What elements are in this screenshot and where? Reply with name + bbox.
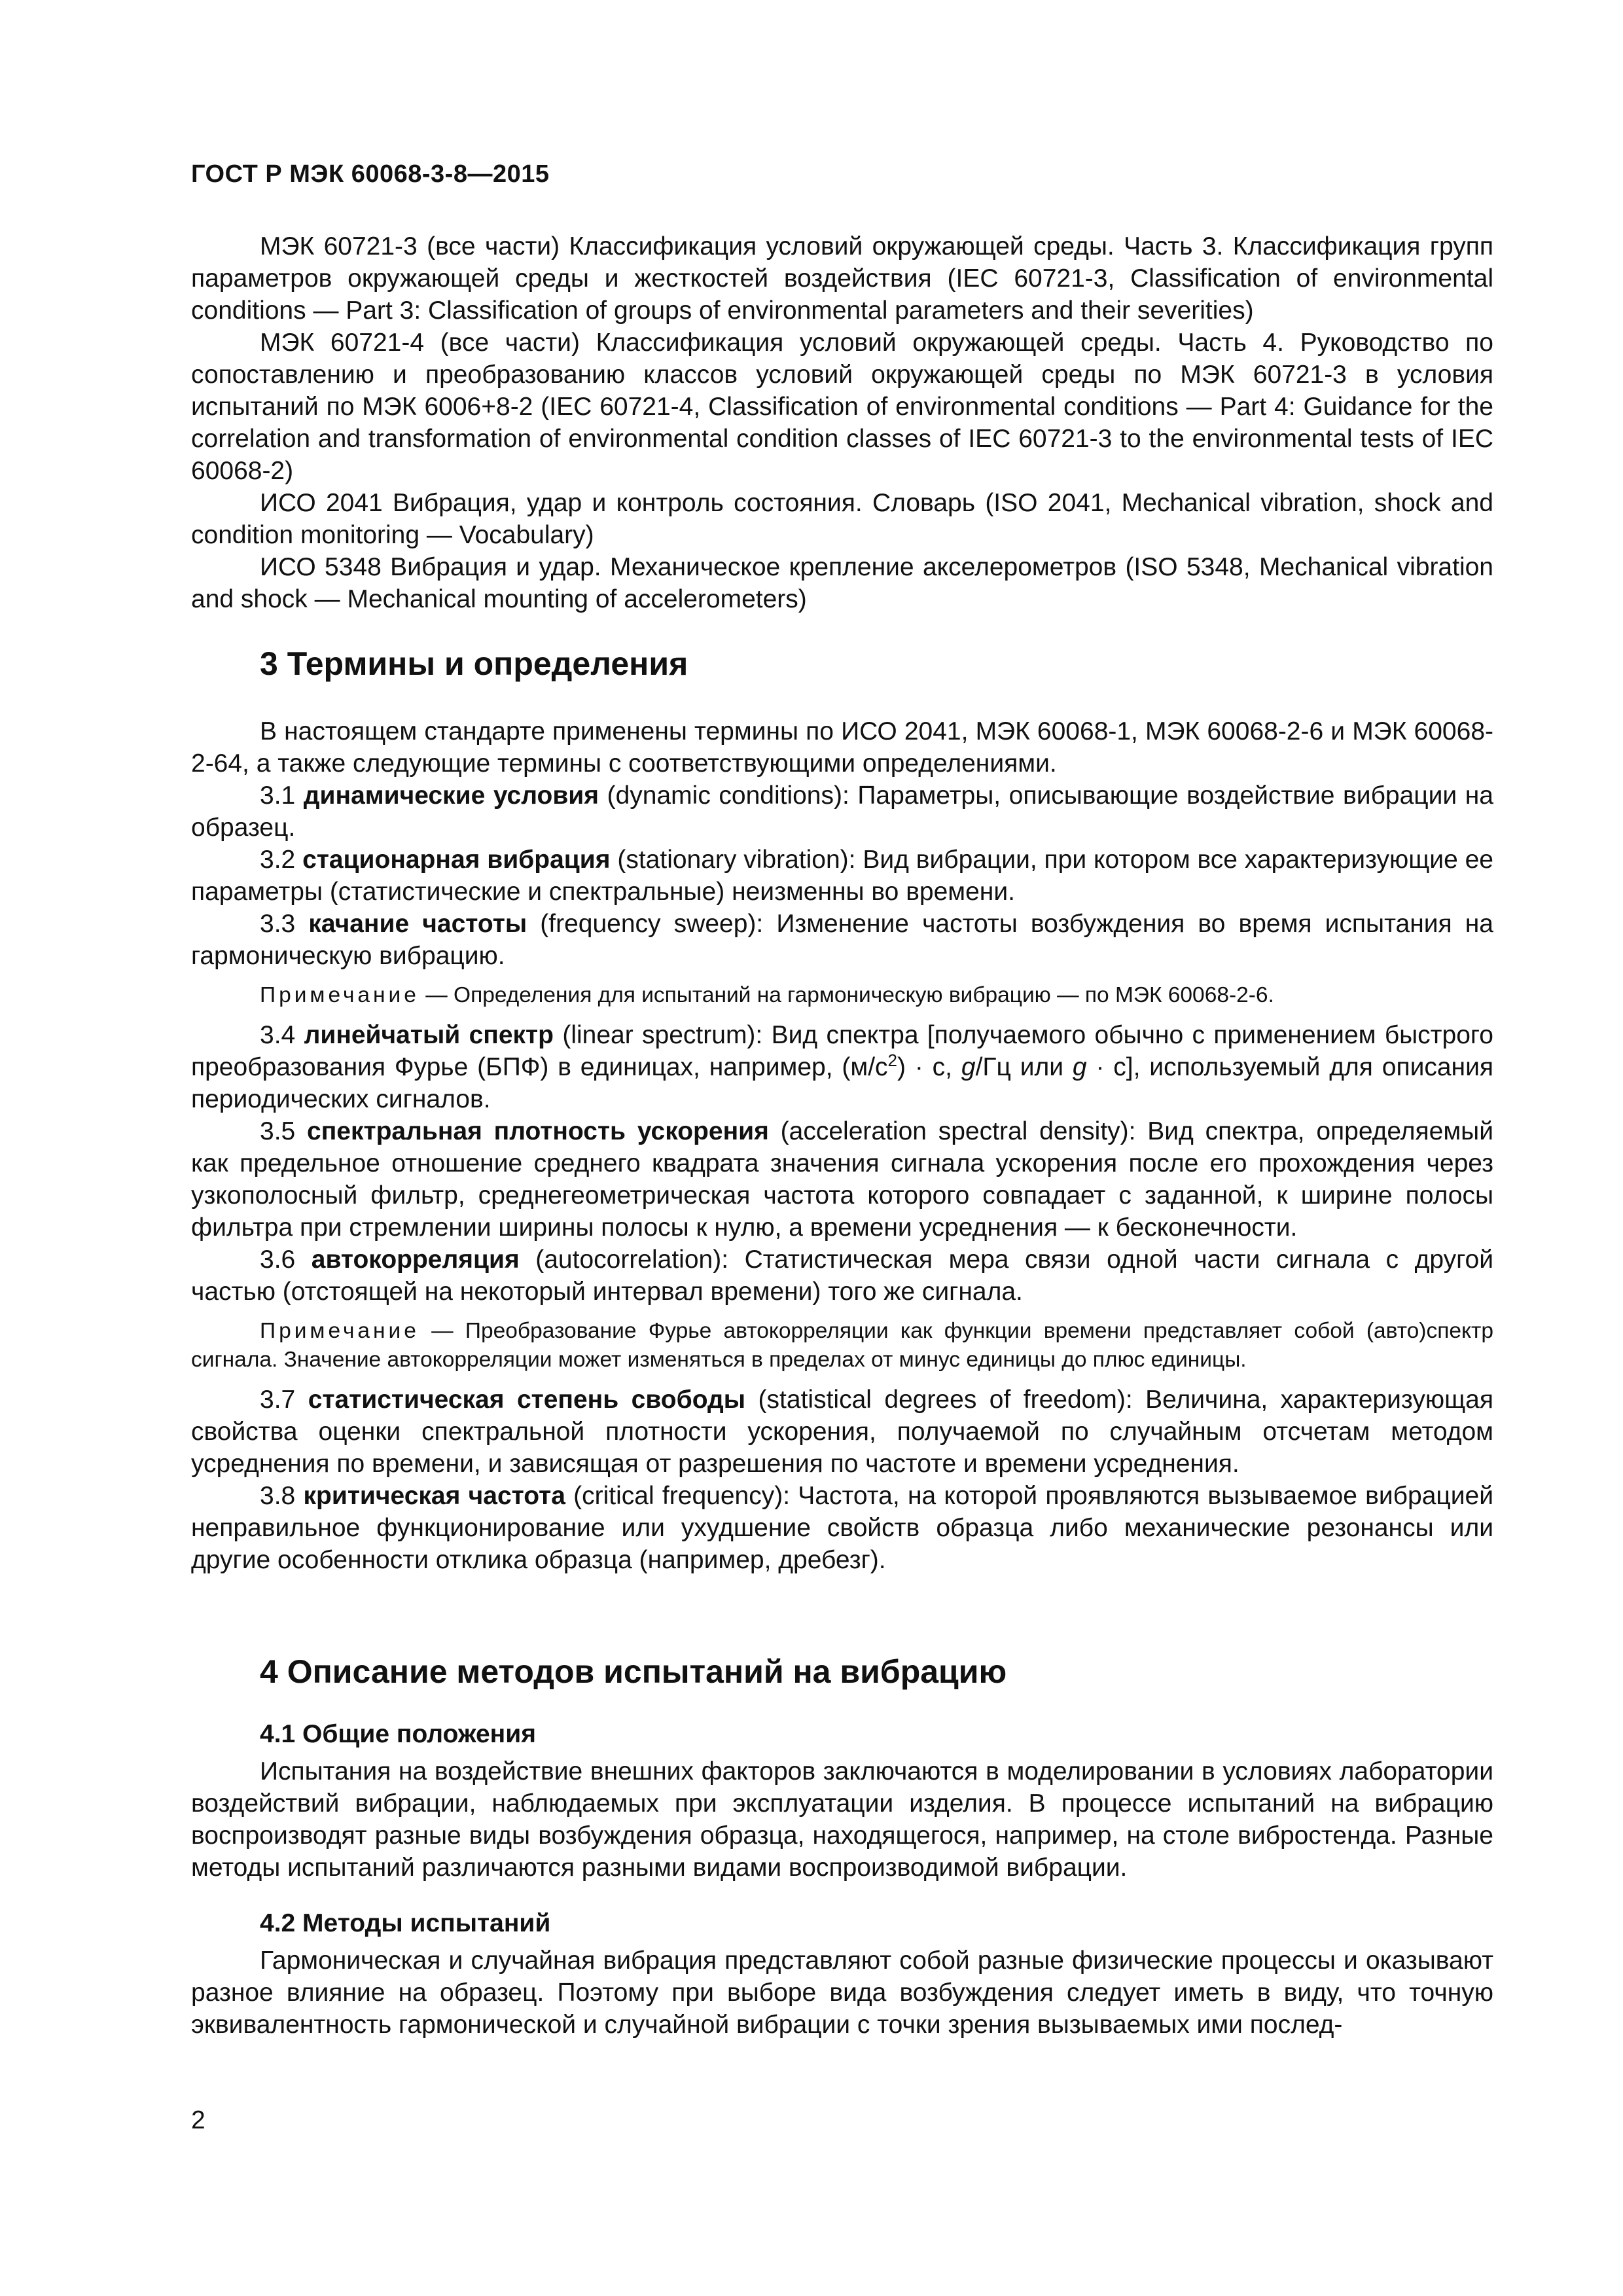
- subsection-4-1-heading: 4.1 Общие положения: [260, 1720, 536, 1748]
- term-3-1: 3.1 динамические условия (dynamic conditions): Параметры, описывающие воздействие вибрации на образец.: [191, 781, 1493, 842]
- term-3-3: 3.3 качание частоты (frequency sweep): Изменение частоты возбуждения во время испытания на гармоническую вибрацию.: [191, 910, 1493, 970]
- reference-item: МЭК 60721-4 (все части) Классификация условий окружающей среды. Часть 4. Руководство по сопоставлению и преобразованию классов условий окружающей среды по МЭК 60721-3 в условия испытаний по МЭК 6006+8-2 (IEC 60721-4, Classification of environmental conditions — Part 4: Guidance for the correlation and transformation of environmental condition classes of IEC 60721-3 to the environmental tests of IEC 60068-2): [191, 329, 1493, 485]
- reference-item: МЭК 60721-3 (все части) Классификация условий окружающей среды. Часть 3. Классификация групп параметров окружающей среды и жесткостей воздействия (IEC 60721-3, Classification of environmental conditions — Part 3: Classification of groups of environmental parameters and their severities): [191, 232, 1493, 325]
- standard-header: ГОСТ Р МЭК 60068-3-8—2015: [191, 160, 550, 188]
- section-4-heading: 4 Описание методов испытаний на вибрацию: [260, 1653, 1007, 1690]
- section-3-intro: В настоящем стандарте применены термины по ИСО 2041, МЭК 60068-1, МЭК 60068-2-6 и МЭК 60068-2-64, а также следующие термины с соответствующими определениями.: [191, 717, 1493, 778]
- note-2: Примечание — Преобразование Фурье автокорреляции как функции времени представляет собой (авто)спектр сигнала. Значение автокорреляции может изменяться в пределах от минус единицы до плюс единицы.: [191, 1319, 1493, 1372]
- term-3-6: 3.6 автокорреляция (autocorrelation): Статистическая мера связи одной части сигнала с другой частью (отстоящей на некоторый интервал времени) того же сигнала.: [191, 1246, 1493, 1306]
- section-4-2: [191, 1909, 1493, 2041]
- references-block: [191, 230, 1493, 615]
- section-4-1: [191, 1720, 1493, 1884]
- term-3-2: 3.2 стационарная вибрация (stationary vibration): Вид вибрации, при котором все характеризующие ее параметры (статистические и спектральные) неизменны во времени.: [191, 846, 1493, 906]
- note-1: Примечание — Определения для испытаний на гармоническую вибрацию — по МЭК 60068-2-6.: [260, 983, 1274, 1007]
- subsection-4-2-heading: 4.2 Методы испытаний: [260, 1909, 551, 1937]
- page-number: 2: [191, 2106, 205, 2134]
- term-3-8: 3.8 критическая частота (critical frequency): Частота, на которой проявляются вызываемое вибрацией неправильное функционирование или ухудшение свойств образца либо механические резонансы или другие особенности отклика образца (например, дребезг).: [191, 1482, 1493, 1574]
- subsection-4-2-text: Гармоническая и случайная вибрация представляют собой разные физические процессы и оказывают разное влияние на образец. Поэтому при выборе вида возбуждения следует иметь в виду, что точную эквивалентность гармонической и случайной вибрации с точки зрения вызываемых ими послед-: [191, 1946, 1493, 2039]
- term-3-4: 3.4 линейчатый спектр (linear spectrum): Вид спектра [получаемого обычно с применением быстрого преобразования Фурье (БПФ) в единицах, например, $(м/с^2) \cdot с$, g/Гц или g · с], используемый для описания периодических сигналов.: [191, 1021, 1493, 1113]
- section-3-heading: 3 Термины и определения: [260, 645, 688, 682]
- term-3-7: 3.7 статистическая степень свободы (statistical degrees of freedom): Величина, характеризующая свойства оценки спектральной плотности ускорения, получаемой по случайным отсчетам методом усреднения по времени, и зависящая от разрешения по частоте и времени усреднения.: [191, 1386, 1493, 1478]
- reference-item: ИСО 2041 Вибрация, удар и контроль состояния. Словарь (ISO 2041, Mechanical vibration, shock and condition monitoring — Vocabulary): [191, 489, 1493, 549]
- section-3-heading-wrap: [191, 645, 1493, 683]
- section-3-body: [191, 715, 1493, 1576]
- term-3-5: 3.5 спектральная плотность ускорения (acceleration spectral density): Вид спектра, определяемый как предельное отношение среднего квадрата значения сигнала ускорения после его прохождения через узкополосный фильтр, среднегеометрическая частота которого совпадает с заданной, к ширине полосы фильтра при стремлении ширины полосы к нулю, а времени усреднения — к бесконечности.: [191, 1117, 1493, 1242]
- section-4-heading-wrap: [191, 1653, 1493, 1691]
- subsection-4-1-text: Испытания на воздействие внешних факторов заключаются в моделировании в условиях лаборатории воздействий вибрации, наблюдаемых при эксплуатации изделия. В процессе испытаний на вибрацию воспроизводят разные виды возбуждения образца, находящегося, например, на столе вибростенда. Разные методы испытаний различаются разными видами воспроизводимой вибрации.: [191, 1757, 1493, 1882]
- reference-item: ИСО 5348 Вибрация и удар. Механическое крепление акселерометров (ISO 5348, Mechanical vibration and shock — Mechanical mounting of accelerometers): [191, 553, 1493, 613]
